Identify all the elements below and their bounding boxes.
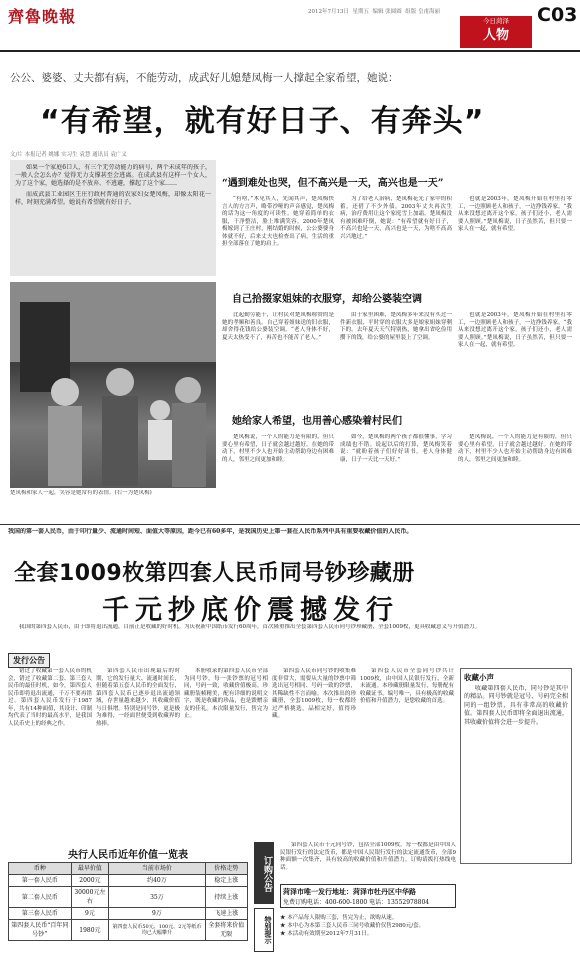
table-cell: 约40万	[109, 875, 205, 887]
ad-lead: 我国的第四套人民币，由于即将退出流通，目前正是收藏的好时机。为庆祝新中国纸币发行60周年，首次隆重推出全套第四套人民币同号钞珍藏册，全套1009枚，更具收藏意义与升值潜力。	[19, 624, 481, 630]
table-cell: 稳定上涨	[205, 875, 247, 887]
header-rule	[0, 50, 580, 52]
header-editor: 编辑 张圆圆	[372, 9, 402, 15]
table-header-row	[9, 863, 248, 875]
masthead-logo: 齊魯晚報	[8, 7, 77, 26]
table-row	[9, 887, 248, 908]
story-lead-box	[10, 160, 216, 276]
ad-top-text: 我国的第一套人民币，由于印行量少、流通时间短、面值大等原因，距今已有60多年，是我国历史上第一套在人民币系列中具有重要收藏价值的人民币。	[8, 528, 413, 535]
story-col-a: “有啥，”木见其人，先闻其声，楚凤梅快言人的方言声，略带沙哑的声音感觉，楚凤梅的话为这一角度的可读性。她穿着简单的衣服，干净整洁，脸上堆满笑容。2000年楚凤梅嫁到了王庄村，刚结婚的时候，公公婆婆身体就不好，后来丈夫也检查出了病，生活的重担全部落在了她的肩上。	[222, 196, 334, 247]
table-cell: 全套将来价值无限	[205, 920, 247, 941]
subhead-2: 自己拾掇家姐妹的衣服穿，却给公婆装空调	[232, 294, 422, 305]
header-weekday: 星期五	[352, 9, 370, 15]
contact-box	[280, 884, 456, 908]
table-cell: 9万	[109, 908, 205, 920]
ad-col-2: 第四套人民币出现最后的时期，它的发行量大、流通时间长，但随着第五套人民币的全面发行，第四套人民币已逐步退出流通领域，存世量越来越少，其收藏价值与日俱增。特别是同号钞，更是极为难得，一经面世便受到收藏界的热捧。	[96, 668, 180, 727]
header-meta	[308, 7, 440, 15]
table-cell: 第二套人民币	[9, 887, 72, 908]
story-col-c: 也就是2003年，楚凤梅开始在村里打零工，一边照顾老人和孩子，一边挣钱养家。“我从来没想过离开这个家，孩子们还小，老人需要人照顾。”楚凤梅说，日子虽然苦，但只要一家人在一起，就有希望。	[458, 196, 572, 232]
family-photo	[10, 282, 216, 488]
table-header-cell: 币种	[9, 863, 72, 875]
story-col-b: 为了给老人治病，楚凤梅花光了家中的积蓄，还借了不少外债。2003年丈夫再次生病，治疗费用让这个家庭雪上加霜。楚凤梅没有被困难吓倒，她说：“有希望就有好日子，不高兴也是一天，高兴也是一天，为啥不高高兴兴地过。”	[340, 196, 452, 240]
story-byline: 文/片 本报记者 姚娜 实习生 袁慧 通讯员 袁广义	[10, 152, 127, 158]
subhead-1: “遇到难处也哭，但不高兴是一天，高兴也是一天”	[222, 178, 444, 189]
story-col-e: 由于家里困难，楚凤梅多年来没有买过一件新衣服，平时穿的衣服大多是娘家姐妹穿剩下的。去年夏天天气特别热，她拿出省吃俭用攒下的钱，给公婆的屋里装上了空调。	[340, 312, 452, 341]
table-cell: 第三套人民币	[9, 908, 72, 920]
story-headline: “有希望，就有好日子、有奔头”	[40, 104, 485, 139]
story-lead: 如果一个家庭6口人，有三个无劳动能力的病号，两个未成年的孩子，一般人会怎么办？觉得无力支撑甚至会逃离。在成武县有这样一个女人，为了这个家，她选择的是不放弃、不逃避，撑起了这个家……	[15, 164, 211, 188]
family-photo-figure	[10, 282, 216, 488]
ad-col-4: 第四套人民币同号钞的收集难度非常大，需要从大量的钞票中筛选出冠号相同、号码一致的钞票，其稀缺性不言而喻。本次推出的珍藏册，全套1009枚，每一枚都经过严格挑选，品相完好，值得珍藏。	[272, 668, 356, 719]
contact-address: 菏泽市唯一发行地址：菏泽市牡丹区中华路	[283, 887, 416, 896]
ad-footer	[280, 914, 572, 938]
story-col-d: 比起勤劳能干，让村民对楚凤梅称赞的是她的孝顺和善良。自己穿着姐妹送的旧衣服，却舍得花钱给公婆装空调。“老人身体不好，夏天太热受不了，再苦也不能苦了老人。”	[222, 312, 334, 341]
ad-notice-label: 发行公告	[8, 653, 50, 668]
table-cell: 第一套人民币	[9, 875, 72, 887]
ad-sidebar-box	[460, 668, 572, 864]
special-label: 特别提示	[254, 908, 274, 952]
ad-subheadline: 千元抄底价震撼发行	[102, 595, 399, 626]
ad-sidebar-text: 收藏第四套人民币，同号钞是其中的精品。同号钞就是冠号、号码完全相同的一组钞票，具有非常高的收藏价值。第四套人民币即将全面退出流通，其收藏价值将会进一步提升。	[464, 685, 568, 726]
story-col-f2: 楚凤梅说，一个人的能力是有限的，但只要心里有希望，日子就会越过越好。在她的带动下，村里不少人也开始主动帮助身边有困难的人，邻里之间更加和睦。	[458, 434, 572, 463]
ad-footer-line: ★ 本中心为本第三套人民币三同号收藏价仅售2980元/套。	[280, 923, 425, 929]
value-table	[8, 862, 248, 941]
subhead-3: 她给家人希望，也用善心感染着村民们	[232, 416, 402, 427]
table-cell: 第四套人民币“百年同号钞”	[9, 920, 72, 941]
header-designer: 组版 皇甫海丽	[405, 9, 441, 15]
order-label: 订购公告	[254, 842, 274, 904]
table-header-cell: 当前市场价	[109, 863, 205, 875]
table-cell: 2000元	[71, 875, 109, 887]
section-badge	[460, 16, 532, 48]
table-header-cell: 最早价值	[71, 863, 109, 875]
page-number: C03	[537, 4, 578, 26]
table-row	[9, 920, 248, 941]
table-cell: 9元	[71, 908, 109, 920]
ad-col-1: 错过了收藏第一套人民币的机会，错过了收藏第二套、第三套人民币的最佳时机，如今，第四套人民币即将退出流通，千万不要再错过。第四套人民币发行于1987年，共有14种面值，其设计、印制均代表了当时的最高水平，是我国人民币史上的经典之作。	[8, 668, 92, 727]
ad-footer-line: ★ 本活动有效期至2012年7月31日。	[280, 931, 373, 937]
table-header-cell: 价格走势	[205, 863, 247, 875]
table-cell: 35万	[109, 887, 205, 908]
ad-headline: 全套1009枚第四套人民币同号钞珍藏册	[14, 561, 415, 586]
table-cell: 30000元左右	[71, 887, 109, 908]
contact-phone: 免费订购电话：400-600-1800 电话：13552978804	[283, 899, 430, 906]
ad-col-3: 本册收录的第四套人民币全部为同号钞，每一张钞票的冠号相同，号码一致，收藏价值极高。珍藏册装帧精美，配有详细的说明文字，既是收藏的珍品，也是馈赠亲友的佳礼。本次限量发行，售完为止。	[184, 668, 268, 719]
table-row	[9, 908, 248, 920]
ad-col-5: 第四套人民币全套同号钞共计1009枚，由中国人民银行发行，全新未流通。本珍藏册限量发行，每册配有收藏证书，编号唯一，具有极高的收藏价值和升值潜力，是您收藏的首选。	[360, 668, 454, 704]
story-lead-2: 而成武县工业园区王庄行政村普通的农家妇女楚凤梅，却像太阳花一样，时刻充满希望。她说有希望就有好日子。	[15, 190, 211, 206]
order-text: 第四套人民币千元同号钞，包括全部1009枚，每一枚都是由中国人民银行发行的法定货币，都是中国人民银行发行的法定流通货币，全部9种面额一次集齐，具有较高的收藏价值和升值潜力。订购请拨打热线电话。	[280, 842, 456, 871]
table-cell: 第四套人民币50元、100元、2元等纸币均已大幅攀升	[109, 920, 205, 941]
table-row	[9, 875, 248, 887]
section-name: 人物	[482, 28, 509, 43]
photo-caption: 楚凤梅和家人一起，笑容是她常有的表情。(右一为楚凤梅)	[10, 490, 152, 496]
section-top: 今日菏泽	[483, 17, 509, 25]
ad-sidebar-title: 收藏小声	[464, 673, 494, 682]
table-cell: 持续上涨	[205, 887, 247, 908]
section-divider	[0, 524, 580, 525]
table-cell: 飞速上涨	[205, 908, 247, 920]
story-col-c2: 也就是2003年，楚凤梅开始在村里打零工，一边照顾老人和孩子，一边挣钱养家。“我从来没想过离开这个家，孩子们还小，老人需要人照顾。”楚凤梅说，日子虽然苦，但只要一家人在一起，就有希望。	[458, 312, 572, 348]
ad-footer-line: ★ 本产品每人限购三套，售完为止，欲购从速。	[280, 915, 398, 921]
story-kicker: 公公、婆婆、丈夫都有病，不能劳动，成武好儿媳楚凤梅一人撑起全家希望，她说：	[10, 72, 399, 84]
table-cell: 1980元	[71, 920, 109, 941]
value-table-title: 央行人民币近年价值一览表	[68, 850, 188, 861]
story-col-g: 如今，楚凤梅的两个孩子都很懂事，学习成绩也不错。说起以后的打算，楚凤梅笑着说：“就盼着孩子们好好读书，老人身体健康，日子一天比一天好。”	[340, 434, 452, 463]
header-date: 2012年7月13日	[308, 9, 349, 15]
story-col-f: 楚凤梅说，一个人的能力是有限的，但只要心里有希望，日子就会越过越好。在她的带动下，村里不少人也开始主动帮助身边有困难的人，邻里之间更加和睦。	[222, 434, 334, 463]
